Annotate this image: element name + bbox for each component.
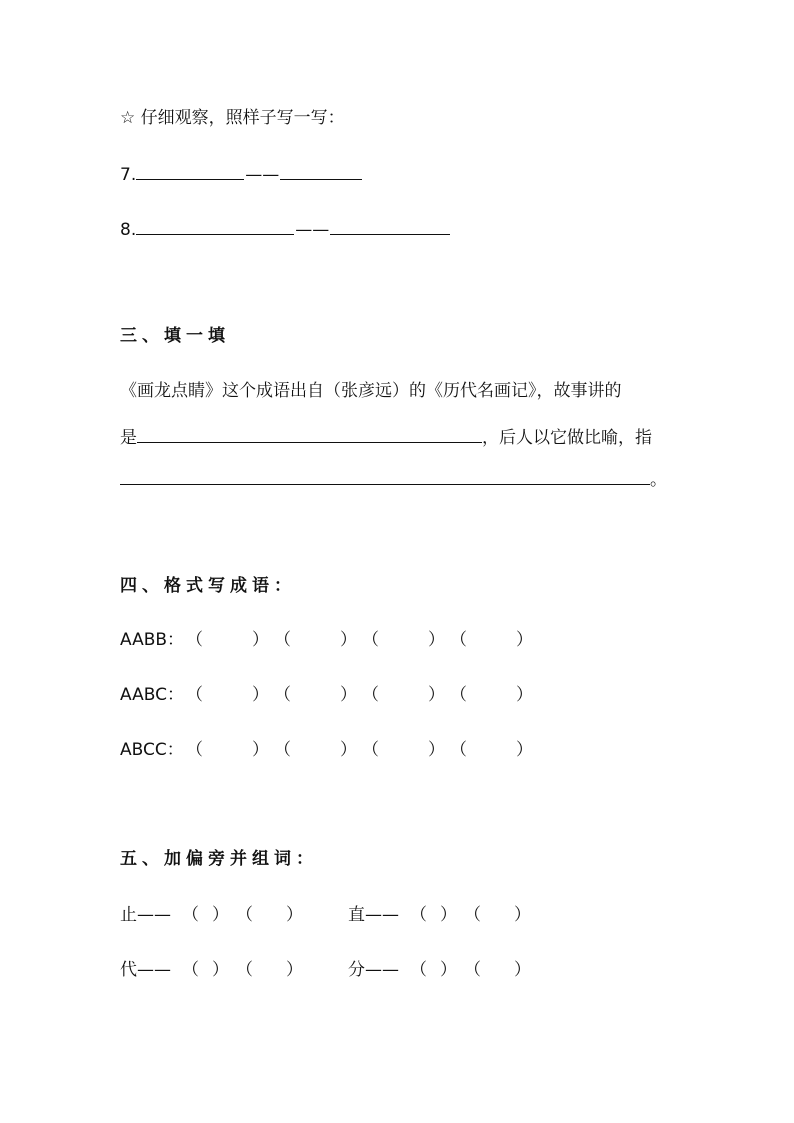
radical-blank[interactable]: （ <box>182 960 199 980</box>
observe-title: ☆ 仔细观察，照样子写一写： <box>120 108 345 128</box>
radical-char: 直—— <box>348 905 399 925</box>
section4-heading: 四、格式写成语： <box>120 576 296 596</box>
section3-heading: 三、填一填 <box>120 326 230 346</box>
idiom-blank[interactable]: （ ） <box>362 740 445 760</box>
section3-line3 <box>120 466 667 492</box>
pattern-label: ABCC： <box>120 740 184 760</box>
meaning-blank[interactable] <box>120 466 650 485</box>
story-blank[interactable] <box>137 424 482 443</box>
item-number: 8. <box>120 220 137 240</box>
pattern-row-aabb <box>120 628 538 652</box>
observe-item-7 <box>120 161 362 187</box>
radical-blank[interactable]: （ <box>182 905 199 925</box>
pattern-row-abcc <box>120 738 538 762</box>
idiom-blank[interactable]: （ ） <box>186 740 269 760</box>
dash: —— <box>295 220 330 240</box>
answer-blank[interactable] <box>136 216 294 235</box>
idiom-blank[interactable]: （ ） <box>186 685 269 705</box>
word-blank[interactable]: （ <box>464 905 481 925</box>
section5-heading: 五、加偏旁并组词： <box>120 849 318 869</box>
answer-blank[interactable] <box>280 161 362 180</box>
idiom-blank[interactable]: （ ） <box>362 630 445 650</box>
section3-line2 <box>120 424 652 450</box>
section3-line1: 《画龙点睛》这个成语出自（张彦远）的《历代名画记》，故事讲的 <box>120 381 622 401</box>
radical-row-2: 代—— （ ） （ ） 分—— （ ） （ ） <box>120 960 531 980</box>
line2-start: 是 <box>120 428 137 448</box>
idiom-blank[interactable]: （ ） <box>362 685 445 705</box>
radical-row-1: 止—— （ ） （ ） 直—— （ ） （ ） <box>120 905 531 925</box>
radical-blank[interactable]: （ <box>410 960 427 980</box>
idiom-blank[interactable]: （ ） <box>450 630 533 650</box>
answer-blank[interactable] <box>330 216 450 235</box>
radical-blank[interactable]: （ <box>410 905 427 925</box>
word-blank[interactable]: （ <box>236 960 253 980</box>
idiom-blank[interactable]: （ ） <box>450 685 533 705</box>
item-number: 7. <box>120 165 137 185</box>
dash: —— <box>245 165 280 185</box>
pattern-row-aabc <box>120 683 538 707</box>
idiom-blank[interactable]: （ ） <box>186 630 269 650</box>
radical-char: 止—— <box>120 905 171 925</box>
word-blank[interactable]: （ <box>236 905 253 925</box>
pattern-label: AABB： <box>120 630 185 650</box>
idiom-blank[interactable]: （ ） <box>274 630 357 650</box>
idiom-blank[interactable]: （ ） <box>274 740 357 760</box>
idiom-blank[interactable]: （ ） <box>450 740 533 760</box>
radical-char: 分—— <box>348 960 399 980</box>
line3-end: 。 <box>650 470 667 490</box>
line2-end: ，后人以它做比喻，指 <box>482 428 652 448</box>
answer-blank[interactable] <box>136 161 244 180</box>
idiom-blank[interactable]: （ ） <box>274 685 357 705</box>
radical-char: 代—— <box>120 960 171 980</box>
pattern-label: AABC： <box>120 685 184 705</box>
word-blank[interactable]: （ <box>464 960 481 980</box>
observe-item-8 <box>120 216 450 242</box>
